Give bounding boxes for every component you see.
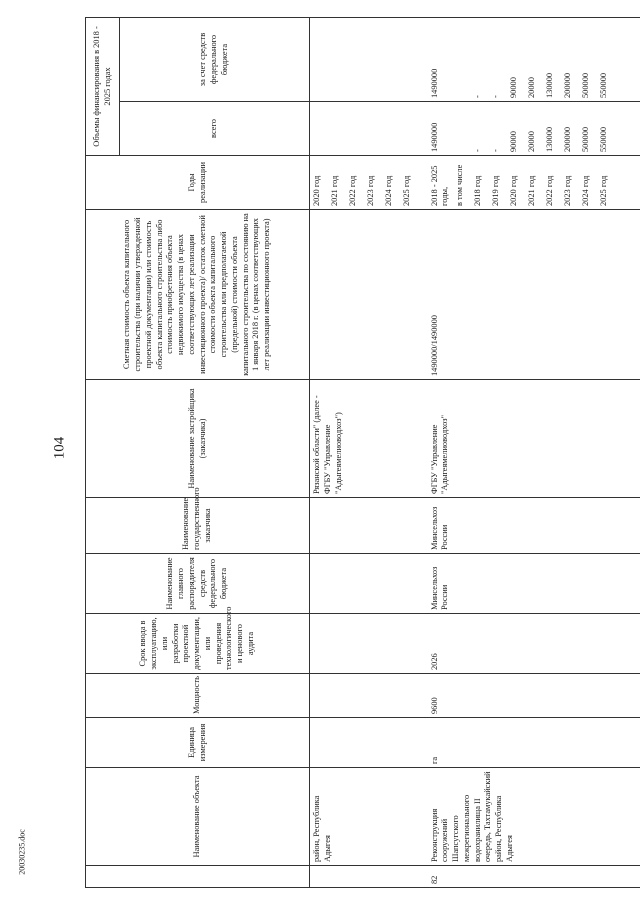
year-item: 2025 год (598, 175, 608, 206)
cell-years (310, 156, 428, 210)
year-item: в том числе (454, 164, 464, 206)
year-item: 2021 год (526, 175, 536, 206)
cell-num: 82 (428, 866, 640, 888)
year-item: 2023 год (562, 175, 572, 206)
header-funding-group: Объемы финансирования в 2018 - 2025 годах (86, 17, 120, 155)
year-item: 2024 год (384, 175, 393, 206)
header-row-number (86, 866, 310, 888)
table-row-continuation (310, 17, 428, 887)
year-item: 2022 год (348, 175, 357, 206)
year-item: 2019 год (490, 175, 500, 206)
header-federal: за счет средств федерального бюджета (120, 17, 310, 101)
total-value: 130000 (544, 126, 554, 152)
cell-capacity: 9600 (428, 674, 640, 718)
federal-value: 130000 (544, 72, 554, 98)
cell-developer: Рязанской области" (далее - ФГБУ "Управление "Адыгеямелиоводхоз") (310, 380, 428, 498)
federal-value: 500000 (580, 72, 590, 98)
header-years: Годы реализации (86, 156, 310, 210)
cell-total (428, 102, 640, 156)
year-item: 2022 год (544, 175, 554, 206)
document-id: 20030235.doc (17, 829, 27, 875)
total-value (455, 105, 473, 152)
year-item: 2023 год (366, 175, 375, 206)
federal-value: 550000 (598, 72, 608, 98)
year-item: 2018 год (472, 175, 482, 206)
total-value: 1490000 (429, 122, 439, 152)
investment-objects-table (85, 17, 640, 888)
page-number: 104 (51, 436, 68, 460)
cell-commissioning: 2026 (428, 614, 640, 674)
cell-unit: га (428, 718, 640, 768)
header-commissioning: Срок ввода в эксплуатацию, или разработки проектной документации, или проведения технологического и ценового аудита (86, 614, 310, 674)
total-value: - (472, 149, 482, 152)
cell-estimated-cost: 1490000/1490000 (428, 210, 640, 380)
year-item: 2024 год (580, 175, 590, 206)
federal-value: - (472, 95, 482, 98)
federal-value (455, 21, 473, 98)
federal-value: 90000 (508, 77, 518, 98)
header-main-manager: Наименование главного распорядителя средств федерального бюджета (86, 554, 310, 614)
header-developer: Наименование застройщика (заказчика) (86, 380, 310, 498)
total-value: - (490, 149, 500, 152)
cell-state-customer: Минсельхоз России (428, 498, 640, 554)
cell-developer: ФГБУ "Управление "Адыгеямелиоводхоз" (428, 380, 640, 498)
cell-main-manager: Минсельхоз России (428, 554, 640, 614)
header-capacity: Мощность (86, 674, 310, 718)
table-row-82 (428, 17, 640, 887)
cell-federal (428, 17, 640, 101)
rotated-table-wrapper (85, 18, 640, 888)
federal-value: 20000 (526, 77, 536, 98)
total-value: 20000 (526, 131, 536, 152)
federal-value: 200000 (562, 72, 572, 98)
year-item: 2025 год (402, 175, 411, 206)
header-object-name: Наименование объекта (86, 768, 310, 866)
federal-value: - (490, 95, 500, 98)
cell-object-name: район, Республика Адыгея (310, 768, 428, 866)
total-value: 90000 (508, 131, 518, 152)
year-item: 2020 год (312, 175, 321, 206)
year-item: 2021 год (330, 175, 339, 206)
header-total: всего (120, 102, 310, 156)
cell-num (310, 866, 428, 888)
total-value: 200000 (562, 126, 572, 152)
header-state-customer: Наименование государственного заказчика (86, 498, 310, 554)
cell-object-name: Реконструкция сооружений Шапсугского межрегионального водохранилища II очередь, Тахтамукайский район, Республика Адыгея (428, 768, 640, 866)
total-value: 500000 (580, 126, 590, 152)
year-item: 2018 - 2025 годы, (429, 165, 450, 206)
header-unit: Единица измерения (86, 718, 310, 768)
cell-years (428, 156, 640, 210)
header-estimated-cost: Сметная стоимость объекта капитального строительства (при наличии утвержденной проектной документации) или стоимость объекта капитального строительства либо стоимость приобретения объекта недвижимого имущества (в ценах соответствующих лет реализации инвестиционного проекта)/ остаток сметной стоимости объекта капитального строительства или предполагаемой (предельной) стоимости объекта капитального строительства по состоянию на 1 января 2018 г. (в ценах соответствующих лет реализации инвестиционного проекта) (86, 210, 310, 380)
year-item: 2020 год (508, 175, 518, 206)
federal-value: 1490000 (429, 68, 439, 98)
total-value: 550000 (598, 126, 608, 152)
